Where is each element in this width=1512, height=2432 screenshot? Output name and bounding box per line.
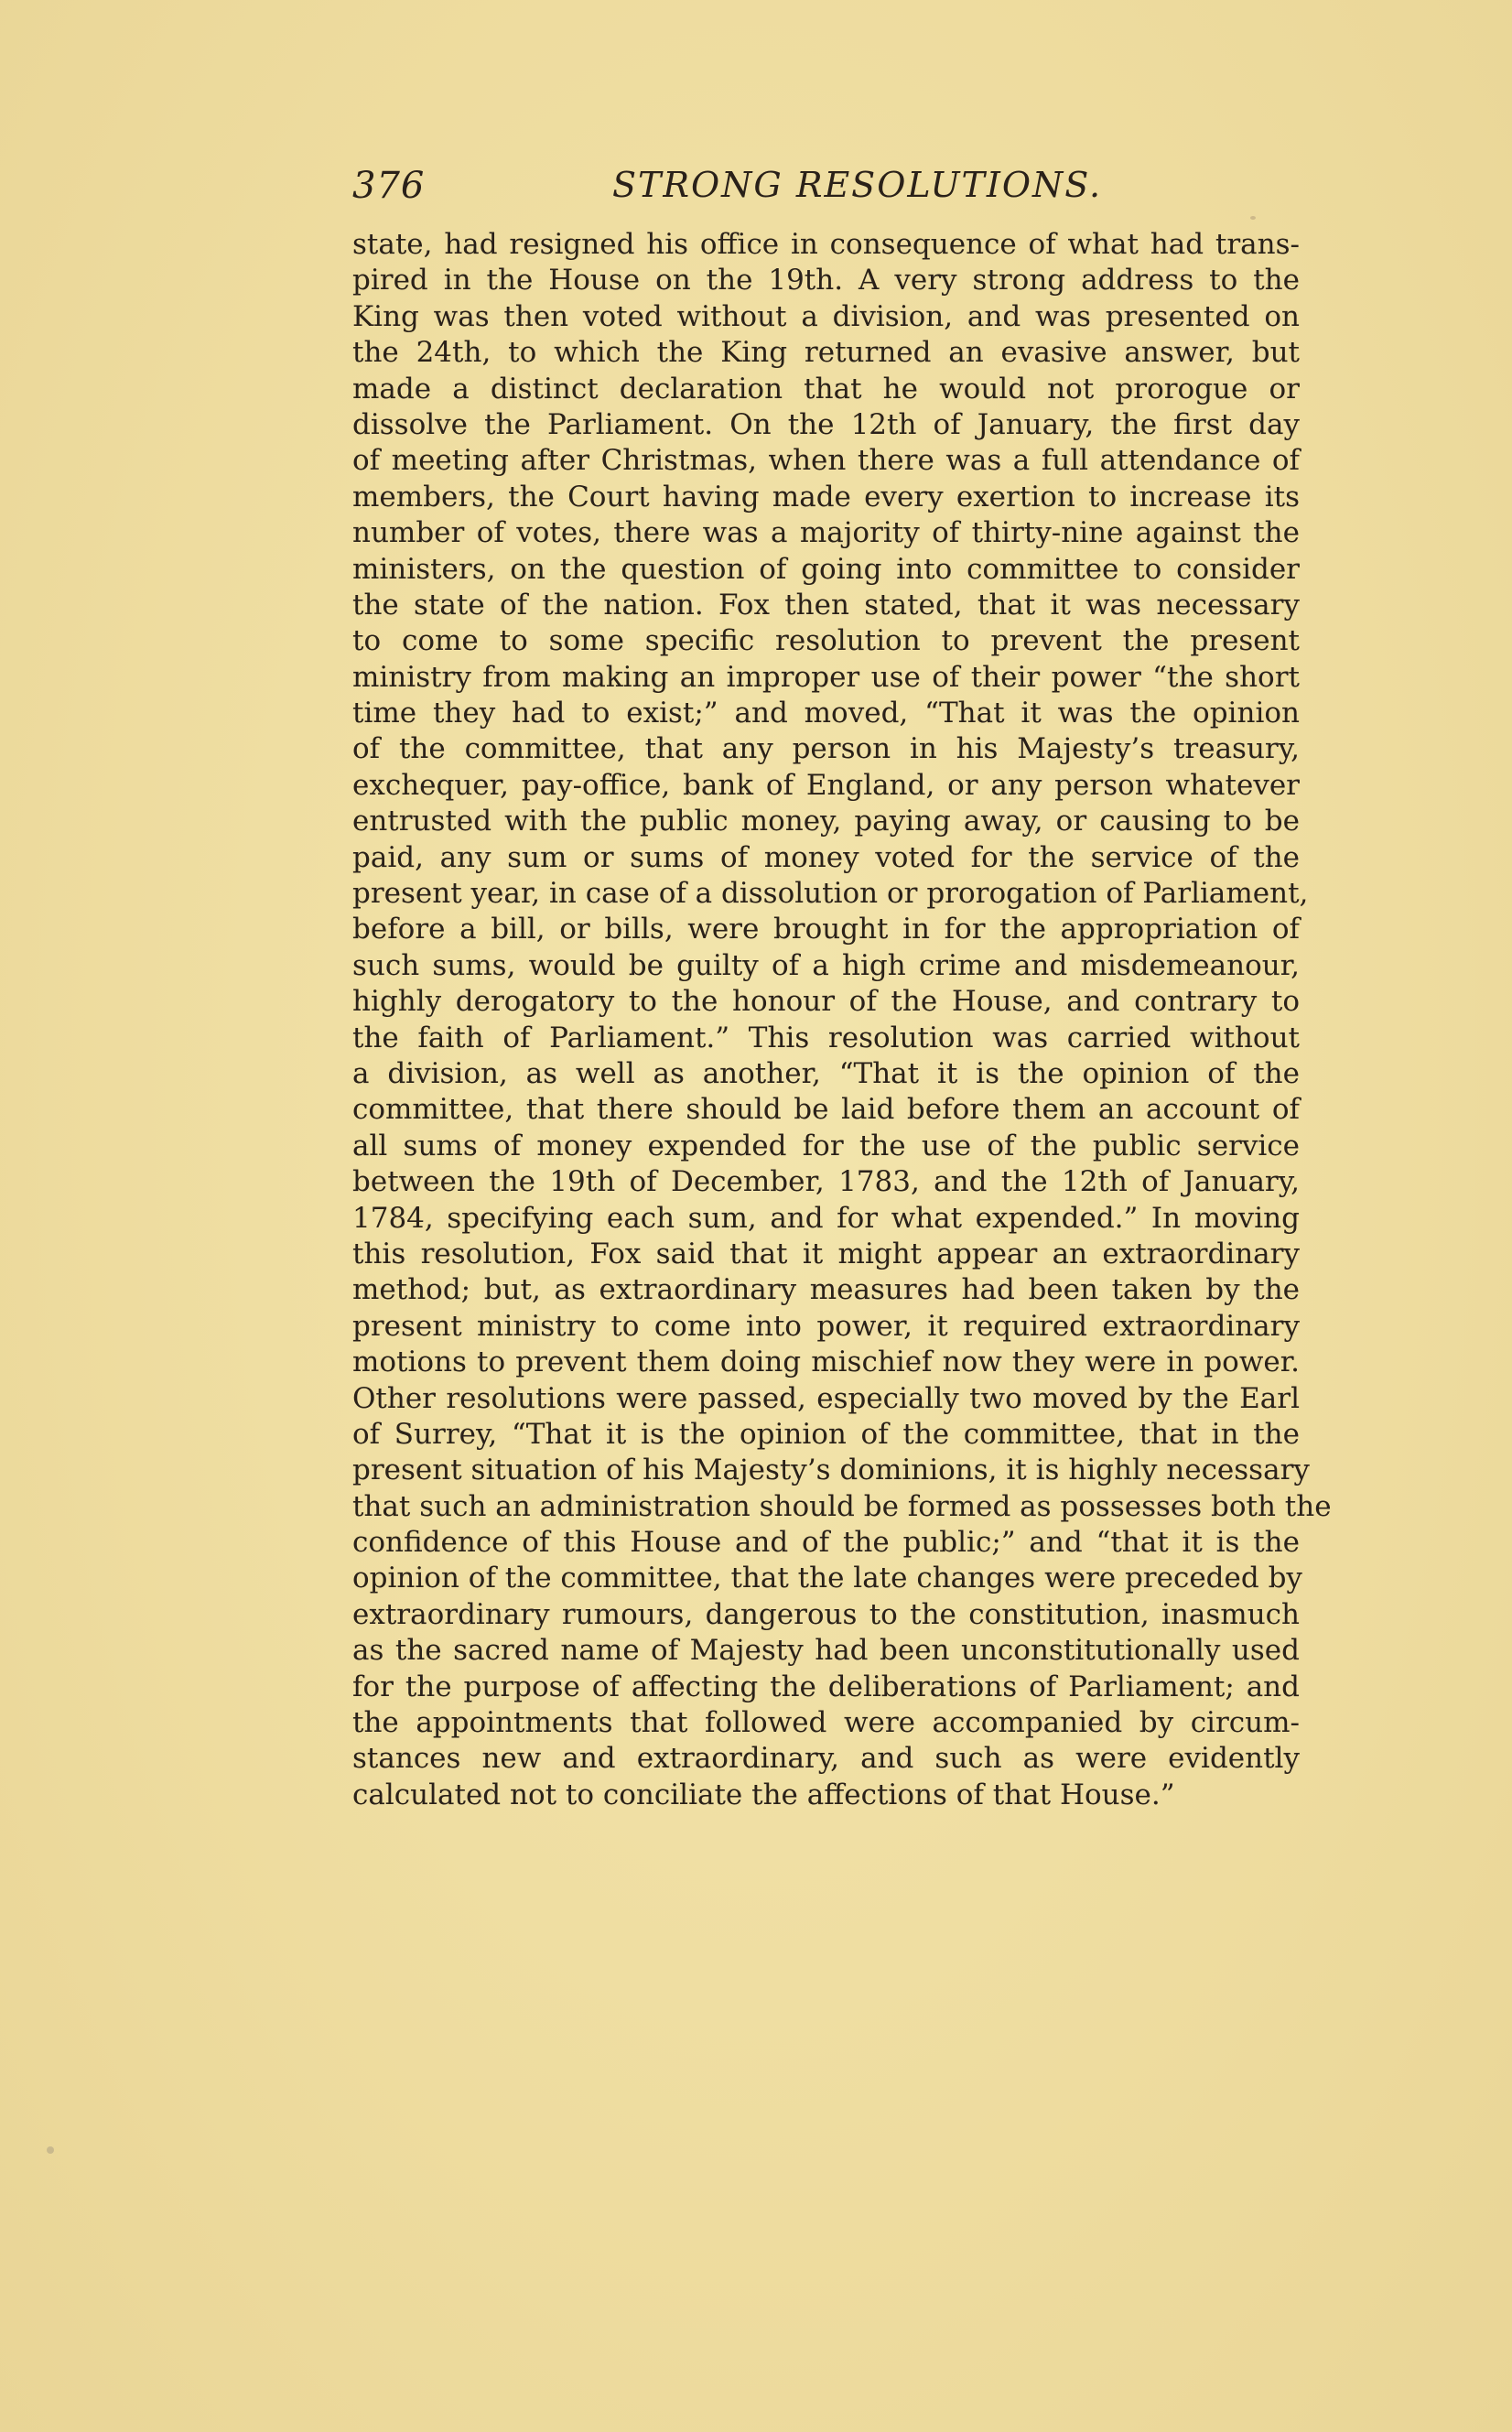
text-line: exchequer, pay-office, bank of England, or any person whatever: [352, 768, 1300, 802]
text-line: present ministry to come into power, it required extraordinary: [352, 1309, 1300, 1343]
text-line: as the sacred name of Majesty had been unconstitutionally used: [352, 1634, 1300, 1668]
text-line: members, the Court having made every exertion to increase its: [352, 480, 1300, 513]
page-number: 376: [352, 165, 426, 207]
text-line: highly derogatory to the honour of the House, and contrary to: [352, 985, 1300, 1019]
text-line: King was then voted without a division, and was presented on: [352, 299, 1300, 333]
text-line: Other resolutions were passed, especially two moved by the Earl: [352, 1381, 1300, 1415]
text-line: made a distinct declaration that he would not prorogue or: [352, 372, 1300, 405]
text-line: before a bill, or bills, were brought in for the appropriation of: [352, 913, 1300, 946]
text-line: for the purpose of affecting the deliberations of Parliament; and: [352, 1670, 1300, 1703]
running-title: STRONG RESOLUTIONS.: [612, 165, 1103, 205]
text-line: opinion of the committee, that the late changes were preceded by: [352, 1562, 1302, 1595]
text-line: stances new and extraordinary, and such as were evidently: [352, 1742, 1300, 1776]
text-line: 1784, specifying each sum, and for what expended.” In moving: [352, 1201, 1300, 1235]
text-line: ministers, on the question of going into committee to consider: [352, 552, 1300, 586]
text-line: state, had resigned his office in consequence of what had trans-: [352, 228, 1300, 261]
text-line: motions to prevent them doing mischief now they were in power.: [352, 1346, 1300, 1379]
text-line: ministry from making an improper use of their power “the short: [352, 660, 1300, 694]
text-line: all sums of money expended for the use of the public service: [352, 1129, 1300, 1162]
paper-speck: [47, 2146, 54, 2154]
text-line: of the committee, that any person in his Majesty’s treasury,: [352, 732, 1300, 766]
text-line: entrusted with the public money, paying away, or causing to be: [352, 805, 1300, 838]
text-line: a division, as well as another, “That it is the opinion of the: [352, 1056, 1300, 1090]
text-line: of meeting after Christmas, when there was a full attendance of: [352, 444, 1300, 478]
text-line: dissolve the Parliament. On the 12th of January, the first day: [352, 407, 1300, 441]
text-line: the 24th, to which the King returned an evasive answer, but: [352, 336, 1300, 370]
page-header: [352, 157, 1304, 212]
text-line: of Surrey, “That it is the opinion of the committee, that in the: [352, 1417, 1300, 1451]
text-line: time they had to exist;” and moved, “That it was the opinion: [352, 697, 1300, 730]
text-line: the appointments that followed were accompanied by circum-: [352, 1706, 1300, 1740]
text-line: confidence of this House and of the public;” and “that it is the: [352, 1526, 1300, 1560]
text-line: pired in the House on the 19th. A very strong address to the: [352, 264, 1300, 297]
text-line: calculated not to conciliate the affections of that House.”: [352, 1778, 1175, 1811]
text-line: to come to some specific resolution to prevent the present: [352, 624, 1300, 658]
text-line: committee, that there should be laid before them an account of: [352, 1093, 1300, 1127]
text-line: the faith of Parliament.” This resolution was carried without: [352, 1021, 1300, 1054]
body-text: [352, 227, 1332, 1813]
text-line: extraordinary rumours, dangerous to the constitution, inasmuch: [352, 1597, 1300, 1631]
text-line: present year, in case of a dissolution or prorogation of Parliament,: [352, 877, 1309, 911]
text-line: such sums, would be guilty of a high crime and misdemeanour,: [352, 948, 1300, 982]
text-line: number of votes, there was a majority of thirty-nine against the: [352, 516, 1300, 550]
text-line: present situation of his Majesty’s dominions, it is highly necessary: [352, 1454, 1310, 1487]
text-line: between the 19th of December, 1783, and the 12th of January,: [352, 1165, 1300, 1199]
text-line: method; but, as extraordinary measures had been taken by the: [352, 1273, 1300, 1307]
text-line: this resolution, Fox said that it might appear an extraordinary: [352, 1237, 1300, 1270]
text-line: paid, any sum or sums of money voted for the service of the: [352, 840, 1300, 874]
paper-speck: [1250, 216, 1256, 220]
text-line: the state of the nation. Fox then stated, that it was necessary: [352, 588, 1300, 622]
text-line: that such an administration should be formed as possesses both the: [352, 1489, 1332, 1523]
